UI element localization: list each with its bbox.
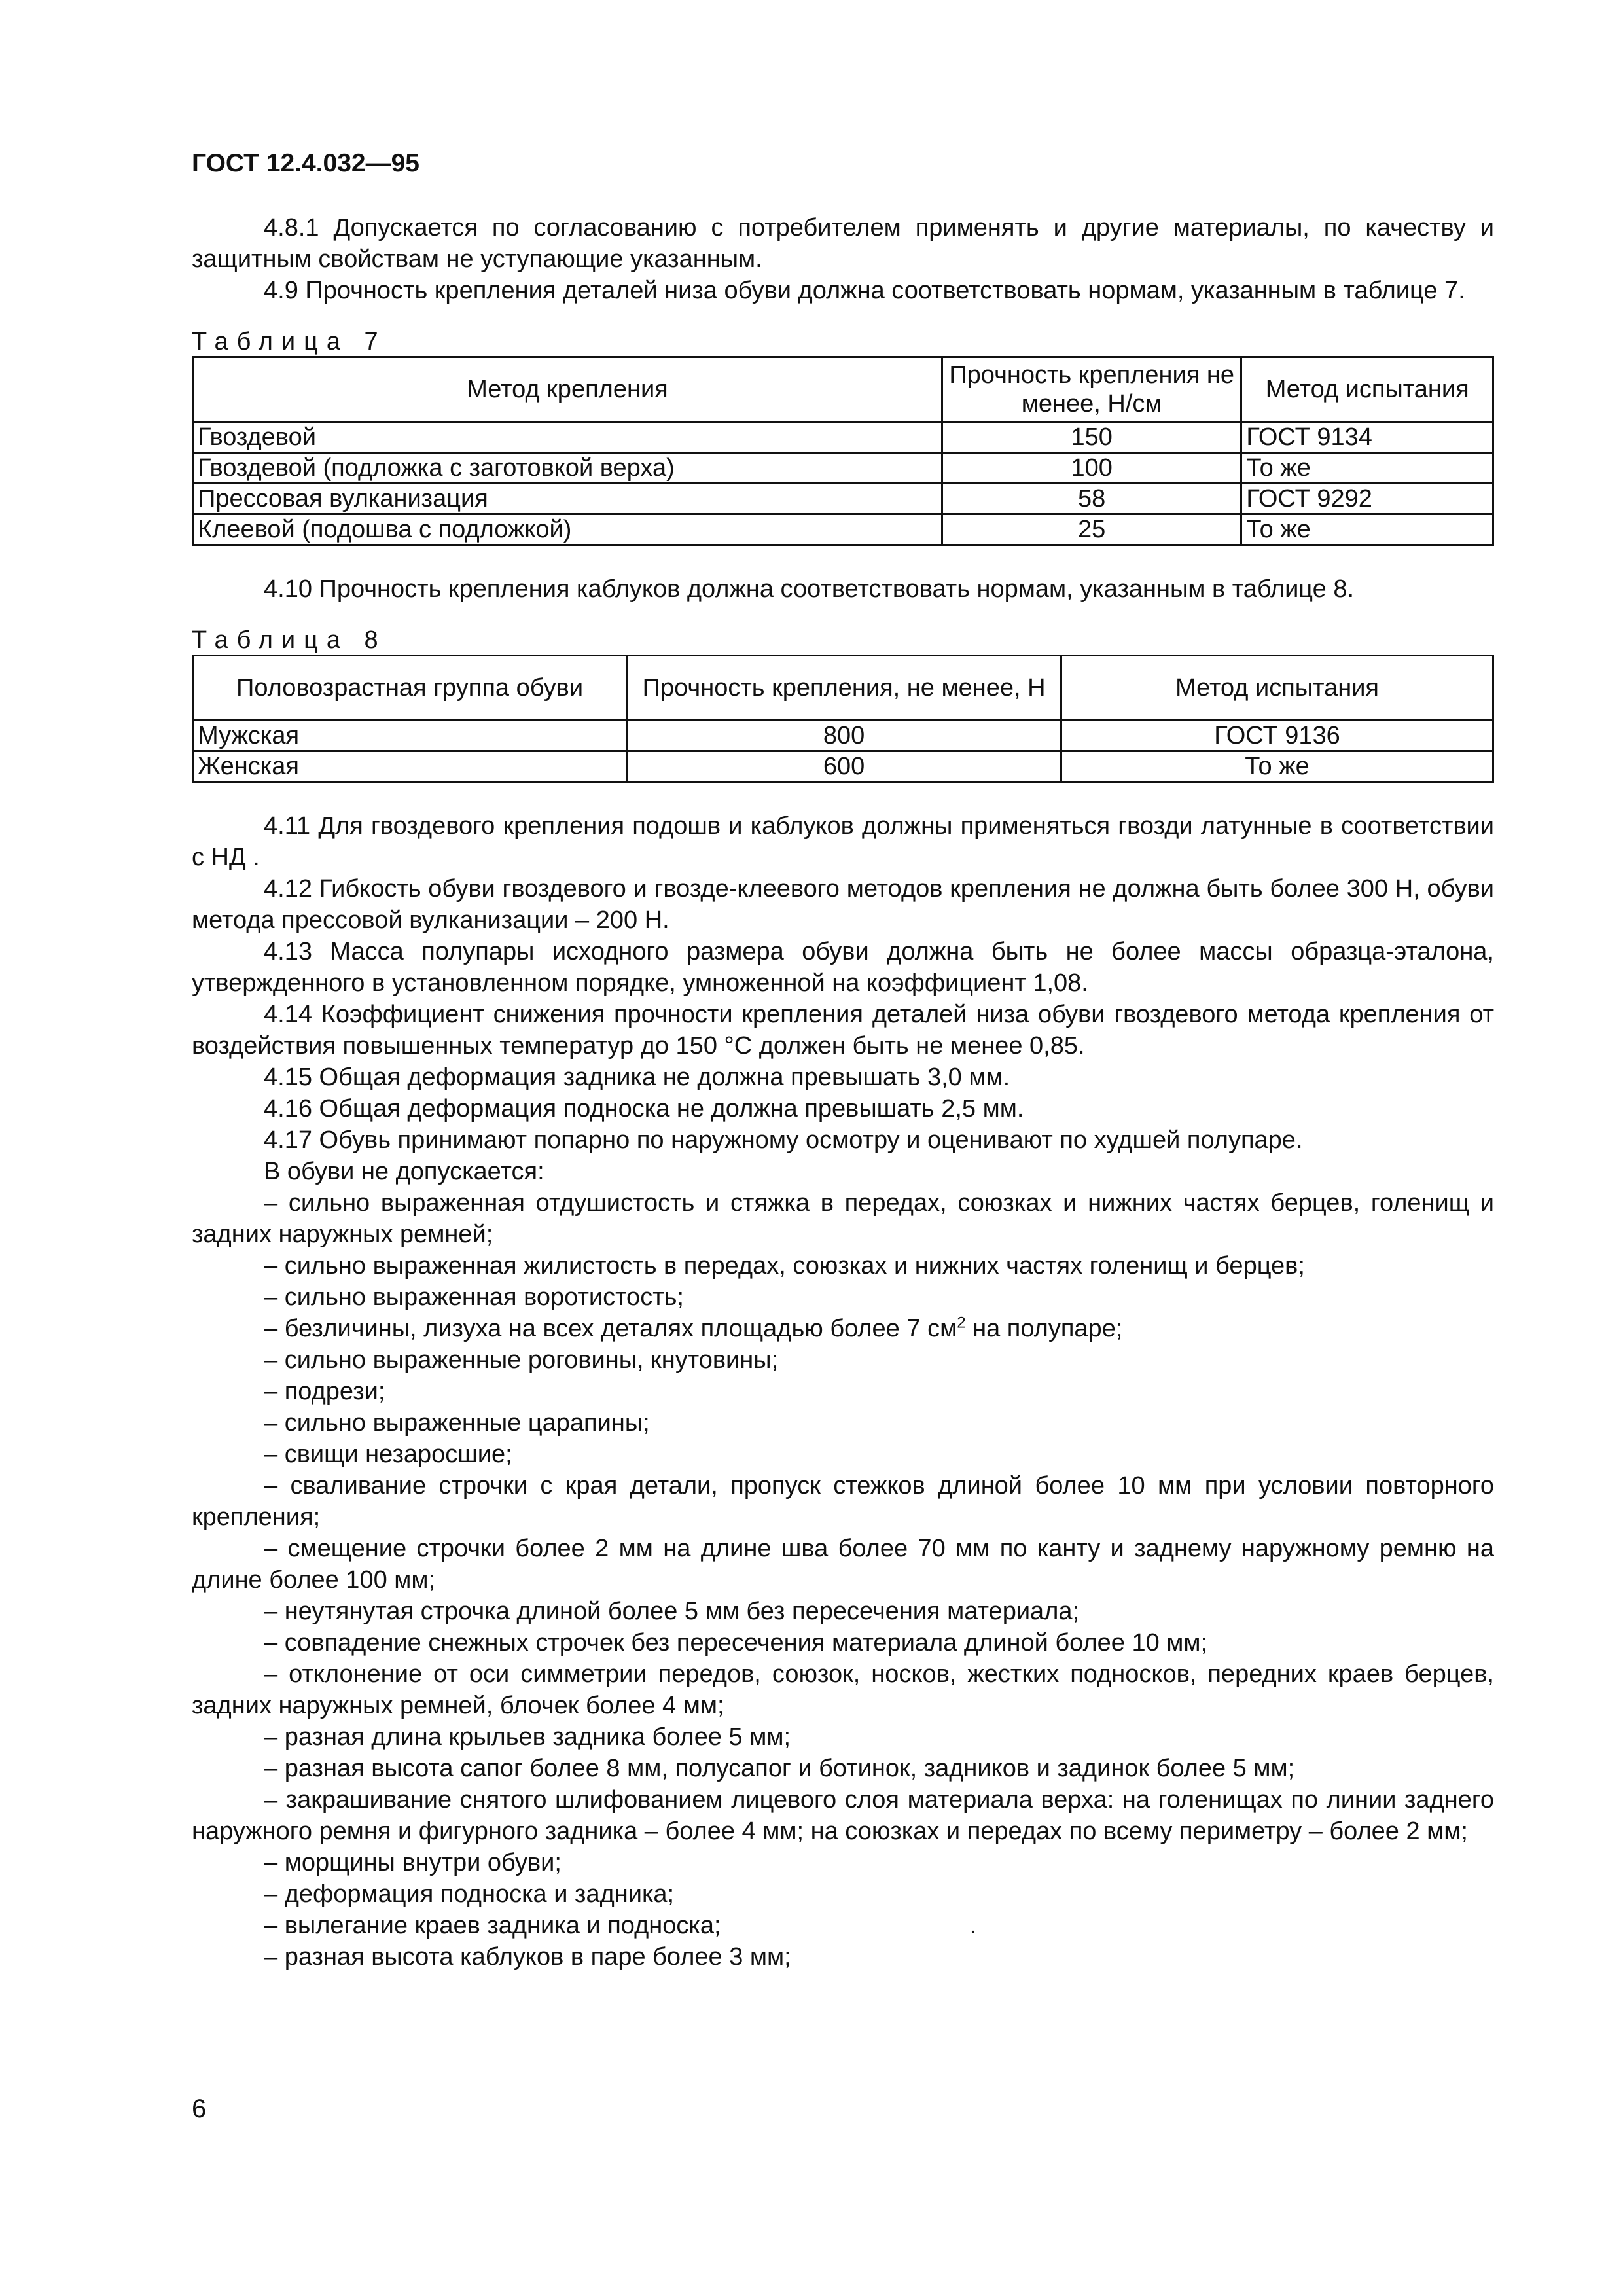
table7-cell: ГОСТ 9134 — [1241, 422, 1493, 453]
table-row — [193, 721, 1493, 751]
page-content — [192, 148, 1494, 1973]
paragraph-4-8-1: 4.8.1 Допускается по согласованию с потребителем применять и другие материалы, по качеству и защитным свойствам не уступающие указанным. — [192, 214, 1494, 273]
list-item: – совпадение снежных строчек без пересечения материала длиной более 10 мм; — [264, 1629, 1208, 1657]
paragraph-4-10: 4.10 Прочность крепления каблуков должна соответствовать нормам, указанным в таблице 8. — [264, 575, 1355, 603]
defects-intro: В обуви не допускается: — [264, 1158, 544, 1185]
table8-header-test: Метод испытания — [1061, 656, 1493, 721]
table7-caption: Таблица 7 — [192, 328, 387, 355]
table7-header-test: Метод испытания — [1241, 357, 1493, 422]
table7-cell: Клеевой (подошва с подложкой) — [193, 514, 942, 545]
table7-cell: 150 — [942, 422, 1241, 453]
list-item: – разная высота сапог более 8 мм, полусапог и ботинок, задников и задинок более 5 мм; — [264, 1755, 1295, 1782]
paragraph-4-16: 4.16 Общая деформация подноска не должна превышать 2,5 мм. — [264, 1095, 1024, 1122]
table7-cell: Прессовая вулканизация — [193, 484, 942, 514]
paragraph-4-12: 4.12 Гибкость обуви гвоздевого и гвозде-клеевого методов крепления не должна быть более 300 Н, обуви метода прессовой вулканизации – 200 Н. — [192, 875, 1494, 934]
table8-header-strength: Прочность крепления, не менее, Н — [627, 656, 1061, 721]
paragraph-4-9: 4.9 Прочность крепления деталей низа обуви должна соответствовать нормам, указанным в таблице 7. — [264, 277, 1465, 304]
table7-cell: 100 — [942, 453, 1241, 484]
list-item-text: – безличины, лизуха на всех деталях площадью более 7 см — [264, 1315, 957, 1342]
table7-cell: 25 — [942, 514, 1241, 545]
table-row — [193, 453, 1493, 484]
table8-cell: ГОСТ 9136 — [1061, 721, 1493, 751]
table7-cell: То же — [1241, 453, 1493, 484]
table7-cell: 58 — [942, 484, 1241, 514]
table-row — [193, 422, 1493, 453]
table8-cell: 600 — [627, 751, 1061, 782]
table8-caption: Таблица 8 — [192, 626, 387, 654]
list-item: – неутянутая строчка длиной более 5 мм без пересечения материала; — [264, 1598, 1080, 1625]
list-item: – морщины внутри обуви; — [264, 1849, 562, 1876]
list-item: – сильно выраженная отдушистость и стяжка в передах, союзках и нижних частях берцев, голенищ и задних наружных ремней; — [192, 1189, 1494, 1248]
table-row — [193, 514, 1493, 545]
list-item: – разная высота каблуков в паре более 3 мм; — [264, 1943, 791, 1971]
table8-cell: Женская — [193, 751, 627, 782]
paragraph-4-13: 4.13 Масса полупары исходного размера обуви должна быть не более массы образца-эталона, утвержденного в установленном порядке, умноженной на коэффициент 1,08. — [192, 938, 1494, 997]
list-item: – сильно выраженные роговины, кнутовины; — [264, 1346, 779, 1374]
list-item: – сильно выраженная жилистость в передах, союзках и нижних частях голенищ и берцев; — [264, 1252, 1305, 1280]
list-item: – отклонение от оси симметрии передов, союзок, носков, жестких подносков, передних краев берцев, задних наружных ремней, блочек более 4 мм; — [192, 1660, 1494, 1719]
paragraph-4-17: 4.17 Обувь принимают попарно по наружному осмотру и оценивают по худшей полупаре. — [264, 1126, 1303, 1154]
table-row — [193, 484, 1493, 514]
paragraph-4-15: 4.15 Общая деформация задника не должна превышать 3,0 мм. — [264, 1064, 1010, 1091]
table-row — [193, 751, 1493, 782]
table-7 — [192, 356, 1494, 546]
list-item: – сваливание строчки с края детали, пропуск стежков длиной более 10 мм при условии повторного крепления; — [192, 1472, 1494, 1531]
table7-header-method: Метод крепления — [193, 357, 942, 422]
list-item — [192, 1313, 1494, 1344]
paragraph-4-14: 4.14 Коэффициент снижения прочности крепления деталей низа обуви гвоздевого метода крепления от воздействия повышенных температур до 150 °С должен быть не менее 0,85. — [192, 1001, 1494, 1060]
list-item-tail: на полупаре; — [965, 1315, 1123, 1342]
document-header: ГОСТ 12.4.032—95 — [192, 149, 419, 177]
page-number: 6 — [192, 2094, 207, 2123]
paragraph-4-11: 4.11 Для гвоздевого крепления подошв и каблуков должны применяться гвозди латунные в соответствии с НД . — [192, 812, 1494, 871]
list-item: – свищи незаросшие; — [264, 1441, 512, 1468]
table7-cell: Гвоздевой (подложка с заготовкой верха) — [193, 453, 942, 484]
list-item — [192, 1910, 1494, 1941]
table8-cell: То же — [1061, 751, 1493, 782]
list-item: – закрашивание снятого шлифованием лицевого слоя материала верха: на голенищах по линии заднего наружного ремня и фигурного задника – более 4 мм; на союзках и передах по всему периметру – более 2 мм; — [192, 1786, 1494, 1845]
table7-header-strength: Прочность крепления не менее, Н/см — [942, 357, 1241, 422]
table7-cell: ГОСТ 9292 — [1241, 484, 1493, 514]
list-item: – подрези; — [264, 1378, 385, 1405]
list-item: – сильно выраженные царапины; — [264, 1409, 650, 1437]
table7-cell: Гвоздевой — [193, 422, 942, 453]
table8-cell: Мужская — [193, 721, 627, 751]
stray-dot: . — [969, 1912, 977, 1939]
table-8 — [192, 655, 1494, 783]
list-item: – разная длина крыльев задника более 5 мм; — [264, 1723, 791, 1751]
table8-cell: 800 — [627, 721, 1061, 751]
table7-cell: То же — [1241, 514, 1493, 545]
list-item: – деформация подноска и задника; — [264, 1880, 675, 1908]
superscript: 2 — [957, 1314, 966, 1332]
table8-header-group: Половозрастная группа обуви — [193, 656, 627, 721]
list-item-text: – вылегание краев задника и подноска; — [264, 1912, 721, 1939]
list-item: – сильно выраженная воротистость; — [264, 1283, 684, 1311]
list-item: – смещение строчки более 2 мм на длине шва более 70 мм по канту и заднему наружному ремню на длине более 100 мм; — [192, 1535, 1494, 1594]
